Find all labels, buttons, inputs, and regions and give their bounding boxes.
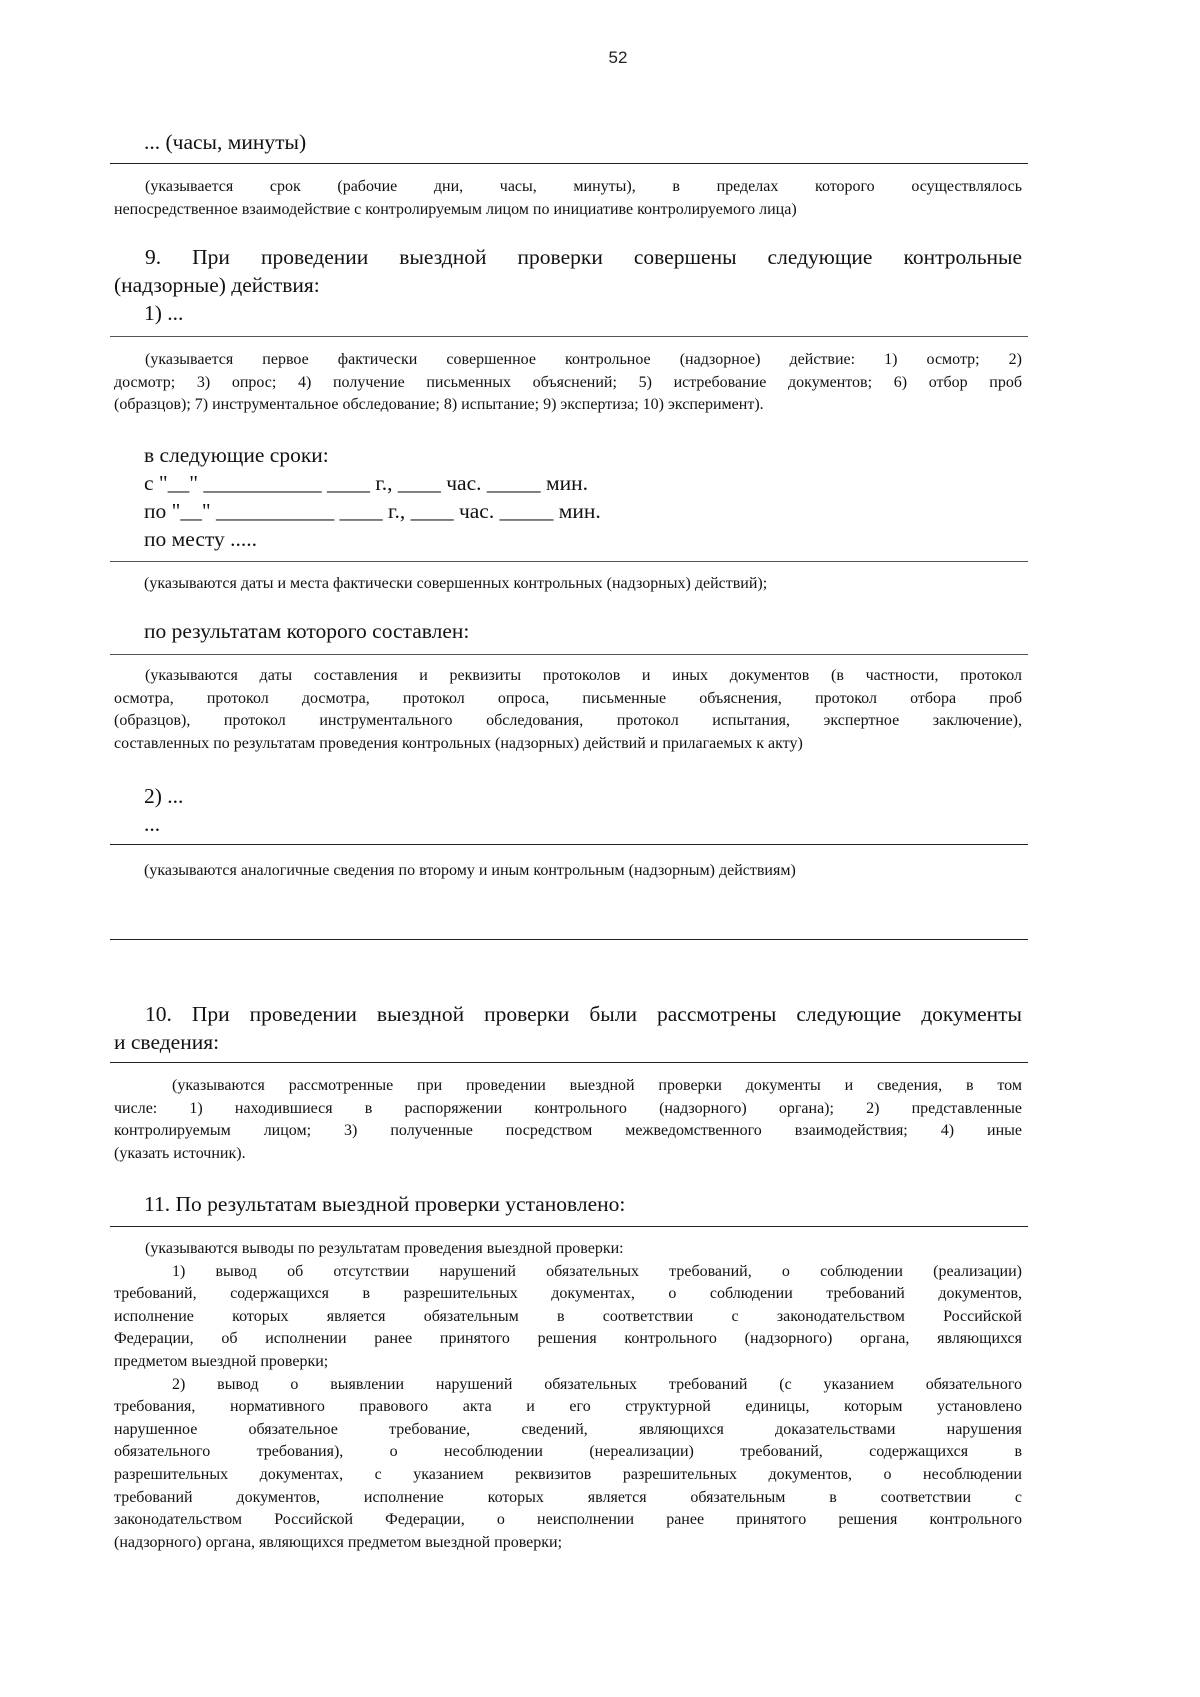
- note-line: досмотр; 3) опрос; 4) получение письменных объяснений; 5) истребование документов; 6) отбор проб: [114, 373, 1022, 391]
- result-label: по результатам которого составлен:: [144, 619, 470, 643]
- note-line: исполнение которых является обязательным в соответствии с законодательством Российской: [114, 1307, 1022, 1325]
- section9-heading: [114, 243, 1022, 299]
- note-line: Федерации, об исполнении ранее принятого решения контрольного (надзорного) органа, являющихся: [114, 1330, 1022, 1348]
- note-line: осмотра, протокол досмотра, протокол опроса, письменные объяснения, протокол отбора проб: [114, 689, 1022, 707]
- note-line: числе: 1) находившиеся в распоряжении контрольного (надзорного) органа); 2) представленные: [114, 1099, 1022, 1117]
- note-line: предметом выездной проверки;: [114, 1352, 329, 1370]
- documents-note: [114, 1075, 1022, 1165]
- note-line: 2) вывод о выявлении нарушений обязательных требований (с указанием обязательного: [172, 1375, 1022, 1393]
- note-line: (указывается срок (рабочие дни, часы, минуты), в пределах которого осуществлялось: [145, 178, 1022, 195]
- fill-line: [110, 939, 1028, 940]
- note-line: (образцов), протокол инструментального обследования, протокол испытания, экспертное заключение),: [114, 712, 1022, 730]
- note-line: (указываются рассмотренные при проведении выездной проверки документы и сведения, в том: [172, 1077, 1022, 1094]
- date-from-line: с "__" ___________ ____ г., ____ час. _____ мин.: [144, 471, 589, 495]
- protocols-note: [114, 665, 1022, 755]
- note-line: законодательством Российской Федерации, о неисполнении ранее принятого решения контрольного: [114, 1511, 1022, 1529]
- note-line: (надзорного) органа, являющихся предметом выездной проверки;: [114, 1533, 563, 1551]
- note-line: требования, нормативного правового акта и его структурной единицы, которым установлено: [114, 1398, 1022, 1416]
- note-line: контролируемым лицом; 3) полученные посредством межведомственного взаимодействия; 4) иные: [114, 1122, 1022, 1140]
- action-note: [114, 349, 1022, 417]
- terms-label: в следующие сроки:: [144, 443, 329, 467]
- note-line: (указываются даты составления и реквизиты протоколов и иных документов (в частности, протокол: [145, 667, 1022, 684]
- note-line: составленных по результатам проведения контрольных (надзорных) действий и прилагаемых к акту): [114, 734, 803, 752]
- other-actions-note: (указываются аналогичные сведения по второму и иным контрольным (надзорным) действиям): [144, 862, 796, 879]
- note-line: обязательного требования), о несоблюдении (нереализации) требований, содержащихся в: [114, 1443, 1022, 1461]
- note-line: требований, содержащихся в разрешительных документах, о соблюдении требований документов,: [114, 1285, 1022, 1303]
- fill-line: [110, 561, 1028, 562]
- heading-line: 10. При проведении выездной проверки были рассмотрены следующие документы: [145, 1002, 1022, 1026]
- section10-heading: [114, 1000, 1022, 1056]
- note-line: разрешительных документах, с указанием реквизитов разрешительных документов, о несоблюдении: [114, 1465, 1022, 1483]
- fill-line: [110, 654, 1028, 655]
- note-line: 1) вывод об отсутствии нарушений обязательных требований, о соблюдении (реализации): [172, 1262, 1022, 1280]
- note-line: требований документов, исполнение которых является обязательным в соответствии с: [114, 1488, 1022, 1506]
- note-line: (указывается первое фактически совершенное контрольное (надзорное) действие: 1) осмотр; 2): [145, 351, 1022, 368]
- note-line: (образцов); 7) инструментальное обследование; 8) испытание; 9) экспертиза; 10) эксперимент).: [114, 396, 764, 414]
- note-line: непосредственное взаимодействие с контролируемым лицом по инициативе контролируемого лица): [114, 200, 797, 218]
- dates-note: (указываются даты и места фактически совершенных контрольных (надзорных) действий);: [144, 575, 768, 592]
- fill-line: [110, 163, 1028, 164]
- conclusions-note: [114, 1238, 1022, 1554]
- note-line: (указываются выводы по результатам проведения выездной проверки:: [145, 1240, 624, 1257]
- action-item-2: 2) ...: [144, 784, 184, 808]
- date-to-line: по "__" ___________ ____ г., ____ час. _____ мин.: [144, 499, 601, 523]
- fill-line: [110, 336, 1028, 337]
- place-line: по месту .....: [144, 527, 257, 551]
- note-line: нарушенное обязательное требование, сведений, являющихся доказательствами нарушения: [114, 1420, 1022, 1438]
- heading-line: 9. При проведении выездной проверки совершены следующие контрольные: [145, 245, 1022, 269]
- heading-line: и сведения:: [114, 1030, 220, 1054]
- action-item-1: 1) ...: [144, 301, 184, 325]
- note-line: (указать источник).: [114, 1144, 246, 1162]
- fill-line: [110, 844, 1028, 845]
- fill-line: [110, 1226, 1028, 1227]
- section11-heading: 11. По результатам выездной проверки установлено:: [144, 1192, 626, 1216]
- duration-note: [114, 176, 1022, 221]
- duration-line: ... (часы, минуты): [144, 130, 307, 154]
- action-item-more: ...: [144, 812, 161, 836]
- page-number: 52: [608, 48, 628, 67]
- heading-line: (надзорные) действия:: [114, 273, 320, 297]
- fill-line: [110, 1062, 1028, 1063]
